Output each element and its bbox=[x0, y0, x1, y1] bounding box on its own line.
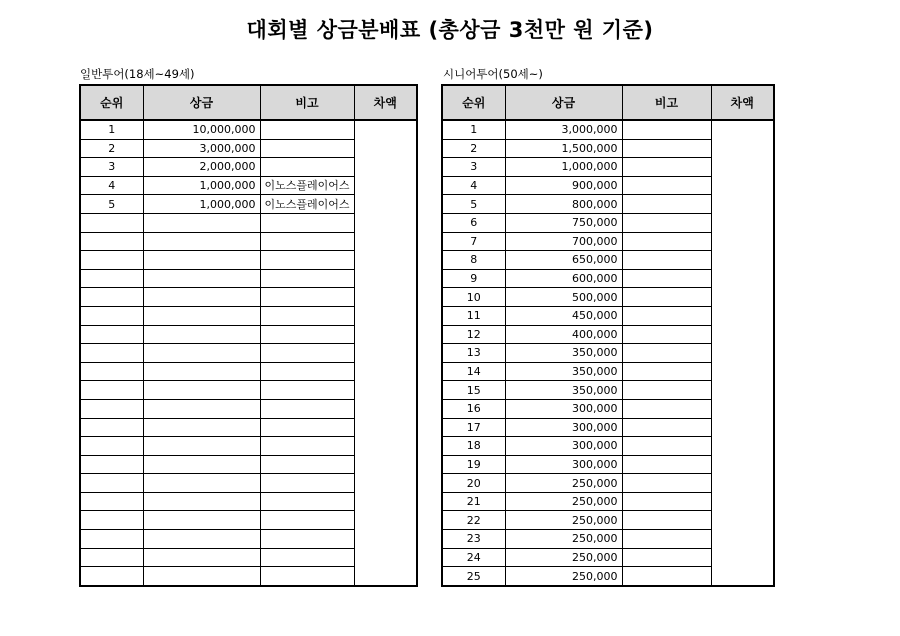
rank-cell bbox=[80, 492, 143, 511]
prize-amount-cell: 250,000 bbox=[505, 474, 622, 493]
prize-amount-cell bbox=[143, 232, 260, 251]
prize-amount-cell: 1,000,000 bbox=[143, 176, 260, 195]
prize-amount-cell bbox=[143, 548, 260, 567]
prize-amount-cell bbox=[143, 362, 260, 381]
rank-cell: 1 bbox=[80, 120, 143, 139]
table-header-row bbox=[80, 85, 417, 120]
rank-cell: 6 bbox=[442, 213, 505, 232]
rank-cell bbox=[80, 474, 143, 493]
note-cell bbox=[622, 399, 711, 418]
note-cell bbox=[260, 474, 354, 493]
note-cell bbox=[260, 548, 354, 567]
prize-amount-cell: 250,000 bbox=[505, 530, 622, 549]
prize-amount-cell bbox=[143, 455, 260, 474]
note-cell bbox=[622, 474, 711, 493]
table-row bbox=[442, 120, 774, 139]
prize-amount-cell bbox=[143, 269, 260, 288]
prize-amount-cell bbox=[143, 399, 260, 418]
rank-cell: 25 bbox=[442, 567, 505, 586]
rank-cell: 5 bbox=[80, 195, 143, 214]
note-cell bbox=[622, 344, 711, 363]
note-cell bbox=[622, 195, 711, 214]
prize-amount-cell: 300,000 bbox=[505, 399, 622, 418]
note-cell bbox=[622, 269, 711, 288]
note-cell bbox=[260, 288, 354, 307]
rank-cell: 17 bbox=[442, 418, 505, 437]
prize-amount-cell: 750,000 bbox=[505, 213, 622, 232]
rank-cell: 20 bbox=[442, 474, 505, 493]
general-tour-table bbox=[79, 84, 418, 587]
prize-amount-cell: 350,000 bbox=[505, 381, 622, 400]
rank-cell bbox=[80, 232, 143, 251]
prize-amount-cell: 250,000 bbox=[505, 492, 622, 511]
prize-amount-cell: 1,000,000 bbox=[505, 158, 622, 177]
prize-amount-cell: 2,000,000 bbox=[143, 158, 260, 177]
note-cell bbox=[260, 399, 354, 418]
rank-cell bbox=[80, 288, 143, 307]
note-cell bbox=[260, 492, 354, 511]
prize-amount-cell bbox=[143, 530, 260, 549]
note-cell bbox=[622, 381, 711, 400]
note-cell bbox=[622, 139, 711, 158]
prize-amount-cell: 3,000,000 bbox=[505, 120, 622, 139]
header-prize: 상금 bbox=[505, 85, 622, 120]
senior-tour-caption: 시니어투어(50세~) bbox=[443, 67, 543, 81]
rank-cell: 24 bbox=[442, 548, 505, 567]
note-cell bbox=[622, 567, 711, 586]
note-cell bbox=[260, 344, 354, 363]
note-cell bbox=[260, 158, 354, 177]
prize-amount-cell bbox=[143, 344, 260, 363]
note-cell bbox=[622, 176, 711, 195]
rank-cell: 18 bbox=[442, 437, 505, 456]
header-prize: 상금 bbox=[143, 85, 260, 120]
rank-cell: 3 bbox=[442, 158, 505, 177]
prize-amount-cell: 300,000 bbox=[505, 437, 622, 456]
note-cell bbox=[622, 492, 711, 511]
prize-amount-cell: 350,000 bbox=[505, 344, 622, 363]
note-cell bbox=[622, 288, 711, 307]
prize-amount-cell: 800,000 bbox=[505, 195, 622, 214]
note-cell bbox=[622, 418, 711, 437]
rank-cell: 13 bbox=[442, 344, 505, 363]
rank-cell: 22 bbox=[442, 511, 505, 530]
note-cell bbox=[260, 306, 354, 325]
note-cell bbox=[260, 120, 354, 139]
difference-cell bbox=[354, 120, 417, 586]
table-header-row bbox=[442, 85, 774, 120]
rank-cell: 2 bbox=[80, 139, 143, 158]
note-cell bbox=[260, 418, 354, 437]
prize-amount-cell bbox=[143, 492, 260, 511]
prize-amount-cell: 250,000 bbox=[505, 567, 622, 586]
prize-amount-cell: 250,000 bbox=[505, 511, 622, 530]
rank-cell: 16 bbox=[442, 399, 505, 418]
prize-amount-cell bbox=[143, 418, 260, 437]
header-difference: 차액 bbox=[711, 85, 774, 120]
prize-amount-cell: 650,000 bbox=[505, 251, 622, 270]
rank-cell: 9 bbox=[442, 269, 505, 288]
rank-cell bbox=[80, 418, 143, 437]
rank-cell bbox=[80, 567, 143, 586]
prize-amount-cell bbox=[143, 288, 260, 307]
rank-cell: 5 bbox=[442, 195, 505, 214]
note-cell bbox=[622, 158, 711, 177]
note-cell bbox=[260, 325, 354, 344]
note-cell bbox=[622, 511, 711, 530]
rank-cell bbox=[80, 437, 143, 456]
prize-amount-cell bbox=[143, 474, 260, 493]
rank-cell bbox=[80, 530, 143, 549]
general-table-body bbox=[80, 120, 417, 586]
header-note: 비고 bbox=[260, 85, 354, 120]
rank-cell bbox=[80, 381, 143, 400]
header-difference: 차액 bbox=[354, 85, 417, 120]
rank-cell: 4 bbox=[80, 176, 143, 195]
rank-cell bbox=[80, 344, 143, 363]
prize-amount-cell bbox=[143, 306, 260, 325]
page-title: 대회별 상금분배표 (총상금 3천만 원 기준) bbox=[246, 18, 654, 42]
rank-cell: 2 bbox=[442, 139, 505, 158]
note-cell bbox=[622, 455, 711, 474]
note-cell bbox=[260, 362, 354, 381]
prize-amount-cell: 400,000 bbox=[505, 325, 622, 344]
rank-cell: 1 bbox=[442, 120, 505, 139]
prize-amount-cell: 3,000,000 bbox=[143, 139, 260, 158]
rank-cell: 7 bbox=[442, 232, 505, 251]
rank-cell bbox=[80, 325, 143, 344]
note-cell bbox=[260, 381, 354, 400]
rank-cell bbox=[80, 548, 143, 567]
note-cell bbox=[260, 269, 354, 288]
prize-amount-cell bbox=[143, 567, 260, 586]
rank-cell: 3 bbox=[80, 158, 143, 177]
note-cell bbox=[260, 530, 354, 549]
note-cell bbox=[260, 437, 354, 456]
note-cell bbox=[260, 139, 354, 158]
prize-amount-cell bbox=[143, 325, 260, 344]
note-cell bbox=[622, 213, 711, 232]
prize-amount-cell: 500,000 bbox=[505, 288, 622, 307]
note-cell bbox=[622, 251, 711, 270]
rank-cell bbox=[80, 251, 143, 270]
note-cell: 이노스플레이어스 bbox=[260, 195, 354, 214]
prize-amount-cell: 350,000 bbox=[505, 362, 622, 381]
header-rank: 순위 bbox=[442, 85, 505, 120]
prize-amount-cell: 300,000 bbox=[505, 418, 622, 437]
rank-cell: 4 bbox=[442, 176, 505, 195]
note-cell bbox=[622, 232, 711, 251]
rank-cell: 19 bbox=[442, 455, 505, 474]
header-note: 비고 bbox=[622, 85, 711, 120]
prize-amount-cell: 450,000 bbox=[505, 306, 622, 325]
header-rank: 순위 bbox=[80, 85, 143, 120]
rank-cell: 14 bbox=[442, 362, 505, 381]
note-cell bbox=[260, 251, 354, 270]
rank-cell bbox=[80, 213, 143, 232]
prize-amount-cell bbox=[143, 213, 260, 232]
prize-amount-cell: 1,500,000 bbox=[505, 139, 622, 158]
note-cell bbox=[622, 325, 711, 344]
prize-amount-cell bbox=[143, 437, 260, 456]
prize-amount-cell bbox=[143, 511, 260, 530]
note-cell bbox=[260, 232, 354, 251]
prize-amount-cell bbox=[143, 251, 260, 270]
rank-cell: 21 bbox=[442, 492, 505, 511]
rank-cell bbox=[80, 306, 143, 325]
note-cell: 이노스플레이어스 bbox=[260, 176, 354, 195]
note-cell bbox=[260, 455, 354, 474]
note-cell bbox=[260, 213, 354, 232]
prize-amount-cell: 600,000 bbox=[505, 269, 622, 288]
prize-amount-cell bbox=[143, 381, 260, 400]
note-cell bbox=[622, 306, 711, 325]
prize-amount-cell: 700,000 bbox=[505, 232, 622, 251]
general-tour-caption: 일반투어(18세~49세) bbox=[80, 67, 195, 81]
rank-cell: 15 bbox=[442, 381, 505, 400]
rank-cell: 10 bbox=[442, 288, 505, 307]
prize-amount-cell: 10,000,000 bbox=[143, 120, 260, 139]
note-cell bbox=[622, 120, 711, 139]
difference-cell bbox=[711, 120, 774, 586]
senior-table-body bbox=[442, 120, 774, 586]
rank-cell: 8 bbox=[442, 251, 505, 270]
rank-cell: 11 bbox=[442, 306, 505, 325]
rank-cell bbox=[80, 399, 143, 418]
table-row bbox=[80, 120, 417, 139]
rank-cell bbox=[80, 362, 143, 381]
prize-amount-cell: 300,000 bbox=[505, 455, 622, 474]
rank-cell bbox=[80, 455, 143, 474]
note-cell bbox=[260, 511, 354, 530]
rank-cell: 12 bbox=[442, 325, 505, 344]
prize-amount-cell: 1,000,000 bbox=[143, 195, 260, 214]
prize-amount-cell: 250,000 bbox=[505, 548, 622, 567]
senior-tour-table bbox=[441, 84, 775, 587]
rank-cell: 23 bbox=[442, 530, 505, 549]
note-cell bbox=[622, 362, 711, 381]
note-cell bbox=[622, 530, 711, 549]
note-cell bbox=[622, 437, 711, 456]
rank-cell bbox=[80, 511, 143, 530]
rank-cell bbox=[80, 269, 143, 288]
prize-amount-cell: 900,000 bbox=[505, 176, 622, 195]
note-cell bbox=[622, 548, 711, 567]
note-cell bbox=[260, 567, 354, 586]
